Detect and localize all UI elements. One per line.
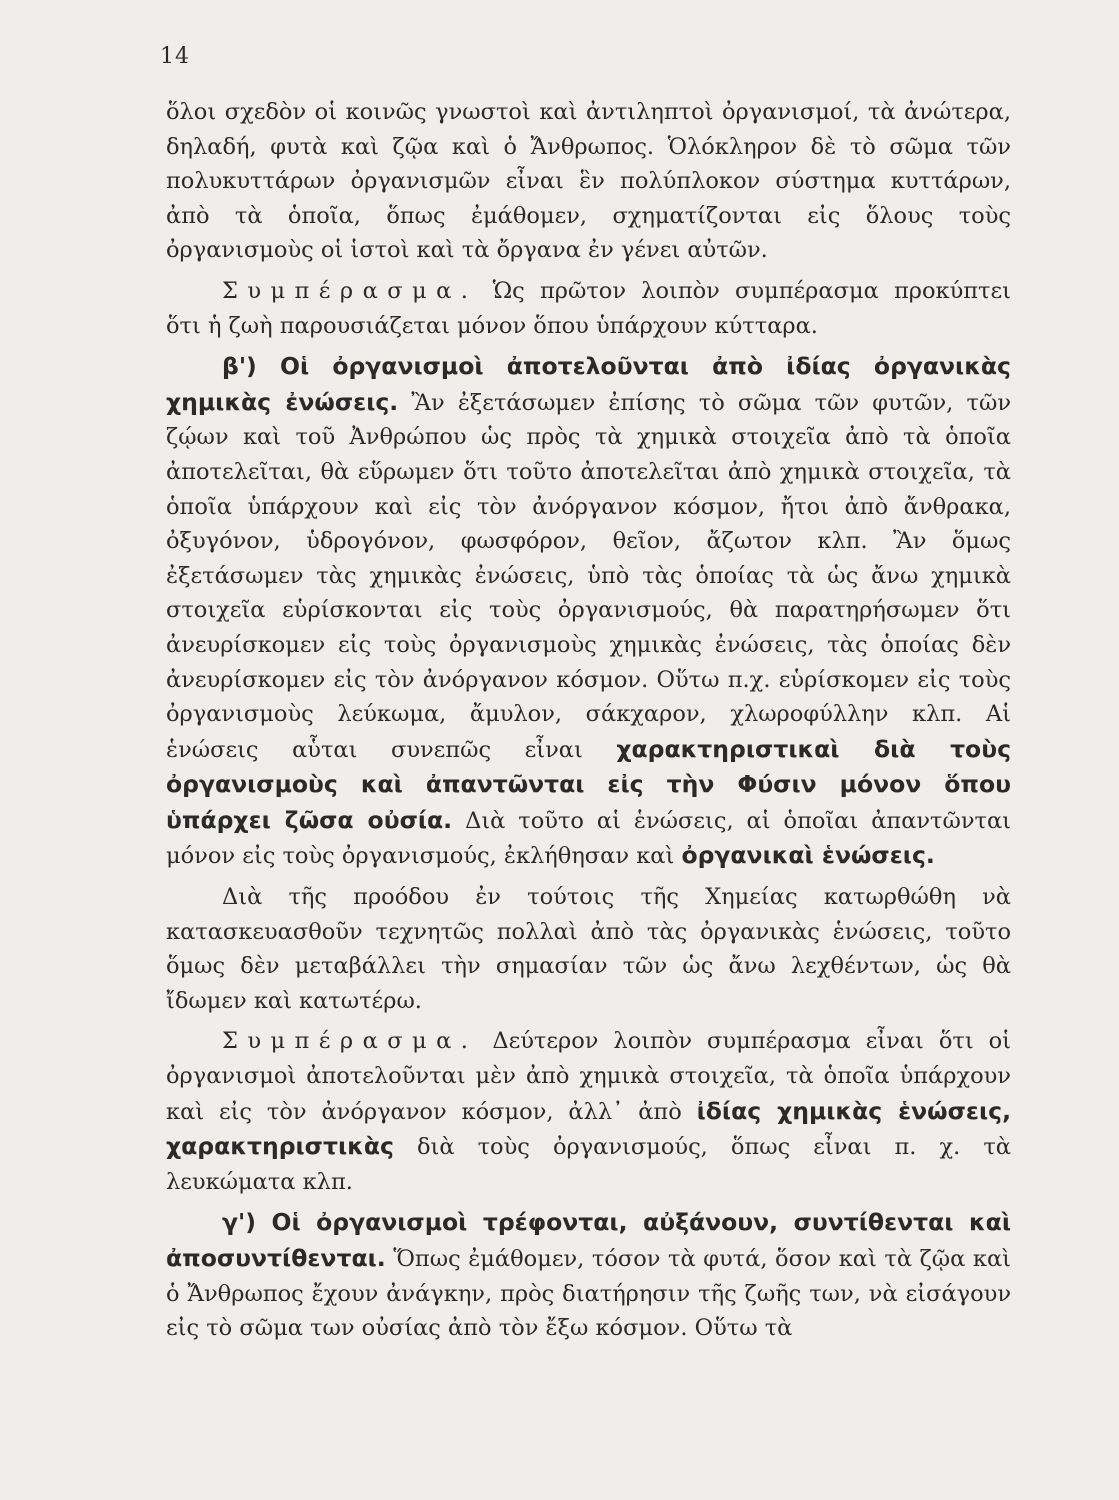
paragraph-organisms-cells bbox=[166, 95, 1011, 268]
paragraph-text: Ἂν ἐξετάσωμεν ἐπίσης τὸ σῶμα τῶν φυτῶν, τῶν ζῴων καὶ τοῦ Ἀνθρώπου ὡς πρὸς τὰ χημικὰ στοιχεῖα ἀπὸ τὰ ὁποῖα ἀποτελεῖται, θὰ εὕρωμεν ὅτι τοῦτο ἀποτελεῖται ἀπὸ χημικὰ στοιχεῖα, τὰ ὁποῖα ὑπάρχουν καὶ εἰς τὸν ἀνόργανον κόσμον, ἤτοι ἀπὸ ἄνθρακα, ὀξυγόνον, ὑδρογόνον, φωσφόρον, θεῖον, ἄζωτον κλπ. Ἂν ὅμως ἐξετάσωμεν τὰς χημικὰς ἐνώσεις, ὑπὸ τὰς ὁποίας τὰ ὡς ἄνω χημικὰ στοιχεῖα εὑρίσκονται εἰς τοὺς ὀργανισμούς, θὰ παρατηρήσωμεν ὅτι ἀνευρίσκομεν εἰς τοὺς ὀργανισμοὺς χημικὰς ἐνώσεις, τὰς ὁποίας δὲν ἀνευρίσκομεν εἰς τὸν ἀνόργανον κόσμον. Οὕτω π.χ. εὑρίσκομεν εἰς τοὺς ὀργανισμοὺς λεύκωμα, ἄμυλον, σάκχαρον, χλωροφύλλην κλπ. Αἱ ἑνώσεις αὗται συνεπῶς εἶναι bbox=[166, 389, 1011, 763]
conclusion-label: Συμπέρασμα. bbox=[222, 277, 478, 304]
page-number: 14 bbox=[160, 44, 190, 69]
section-heading-gamma: γ') Οἱ ὀργανισμοὶ τρέφονται, αὐξάνουν, συντίθενται καὶ ἀποσυντίθενται. bbox=[166, 1208, 1011, 1272]
paragraph-chemistry-progress bbox=[166, 880, 1011, 1018]
paragraph-text: Δεύτερον λοιπὸν συμπέρασμα εἶναι ὅτι οἱ ὀργανισμοὶ ἀποτελοῦνται μὲν ἀπὸ χημικὰ στοιχεῖα, τὰ ὁποῖα ὑπάρχουν καὶ εἰς τὸν ἀνόργανον κόσμον, ἀλλ᾽ ἀπὸ bbox=[166, 1028, 1011, 1125]
paragraph-section-gamma bbox=[166, 1205, 1011, 1345]
emphasis-text: χαρακτηριστικαὶ διὰ τοὺς ὀργανισμοὺς καὶ ἀπαντῶνται εἰς τὴν Φύσιν μόνον ὅπου ὑπάρχει ζῶσα οὐσία. bbox=[166, 734, 1012, 834]
section-heading-beta: β') Οἱ ὀργανισμοὶ ἀποτελοῦνται ἀπὸ ἰδίας ὀργανικὰς χημικὰς ἐνώσεις. bbox=[166, 352, 1011, 416]
paragraph-text: διὰ τοὺς ὀργανισμούς, ὅπως εἶναι π. χ. τὰ λευκώματα κλπ. bbox=[166, 1134, 1011, 1195]
emphasis-text: ἰδίας χημικὰς ἑνώσεις, χαρακτηριστικὰς bbox=[166, 1096, 1011, 1161]
conclusion-label: Συμπέρασμα. bbox=[222, 1028, 478, 1055]
paragraph-text: Διὰ τοῦτο αἱ ἑνώσεις, αἱ ὁποῖαι ἀπαντῶνται μόνον εἰς τοὺς ὀργανισμούς, ἐκλήθησαν καὶ bbox=[166, 807, 1011, 870]
paragraph-text: Διὰ τῆς προόδου ἐν τούτοις τῆς Χημείας κατωρθώθη νὰ κατασκευασθοῦν τεχνητῶς πολλαὶ ἀπὸ τὰς ὀργανικὰς ἑνώσεις, τοῦτο ὅμως δὲν μεταβάλλει τὴν σημασίαν τῶν ὡς ἄνω λεχθέντων, ὡς θὰ ἴδωμεν καὶ κατωτέρω. bbox=[166, 884, 1011, 1014]
paragraph-text: Ὡς πρῶτον λοιπὸν συμπέρασμα προκύπτει ὅτι ἡ ζωὴ παρουσιάζεται μόνον ὅπου ὑπάρχουν κύτταρα. bbox=[166, 277, 1011, 339]
paragraph-conclusion-two bbox=[166, 1024, 1011, 1199]
paragraph-conclusion-one bbox=[166, 274, 1011, 343]
paragraph-text: ὅλοι σχεδὸν οἱ κοινῶς γνωστοὶ καὶ ἀντιληπτοὶ ὀργανισμοί, τὰ ἀνώτερα, δηλαδή, φυτὰ καὶ ζῷα καὶ ὁ Ἄνθρωπος. Ὁλόκληρον δὲ τὸ σῶμα τῶν πολυκυττάρων ὀργανισμῶν εἶναι ἓν πολύπλοκον σύστημα κυττάρων, ἀπὸ τὰ ὁποῖα, ὅπως ἐμάθομεν, σχηματίζονται εἰς ὅλους τοὺς ὀργανισμοὺς οἱ ἱστοὶ καὶ τὰ ὄργανα ἐν γένει αὐτῶν. bbox=[166, 99, 1011, 264]
emphasis-text: ὀργανικαὶ ἑνώσεις. bbox=[681, 841, 935, 870]
paragraph-text: Ὅπως ἐμάθομεν, τόσον τὰ φυτά, ὅσον καὶ τὰ ζῷα καὶ ὁ Ἄνθρωπος ἔχουν ἀνάγκην, πρὸς διατήρησιν τῆς ζωῆς των, νὰ εἰσάγουν εἰς τὸ σῶμα των οὐσίας ἀπὸ τὸν ἔξω κόσμον. Οὕτω τὰ bbox=[166, 1246, 1011, 1342]
paragraph-section-beta bbox=[166, 349, 1011, 874]
